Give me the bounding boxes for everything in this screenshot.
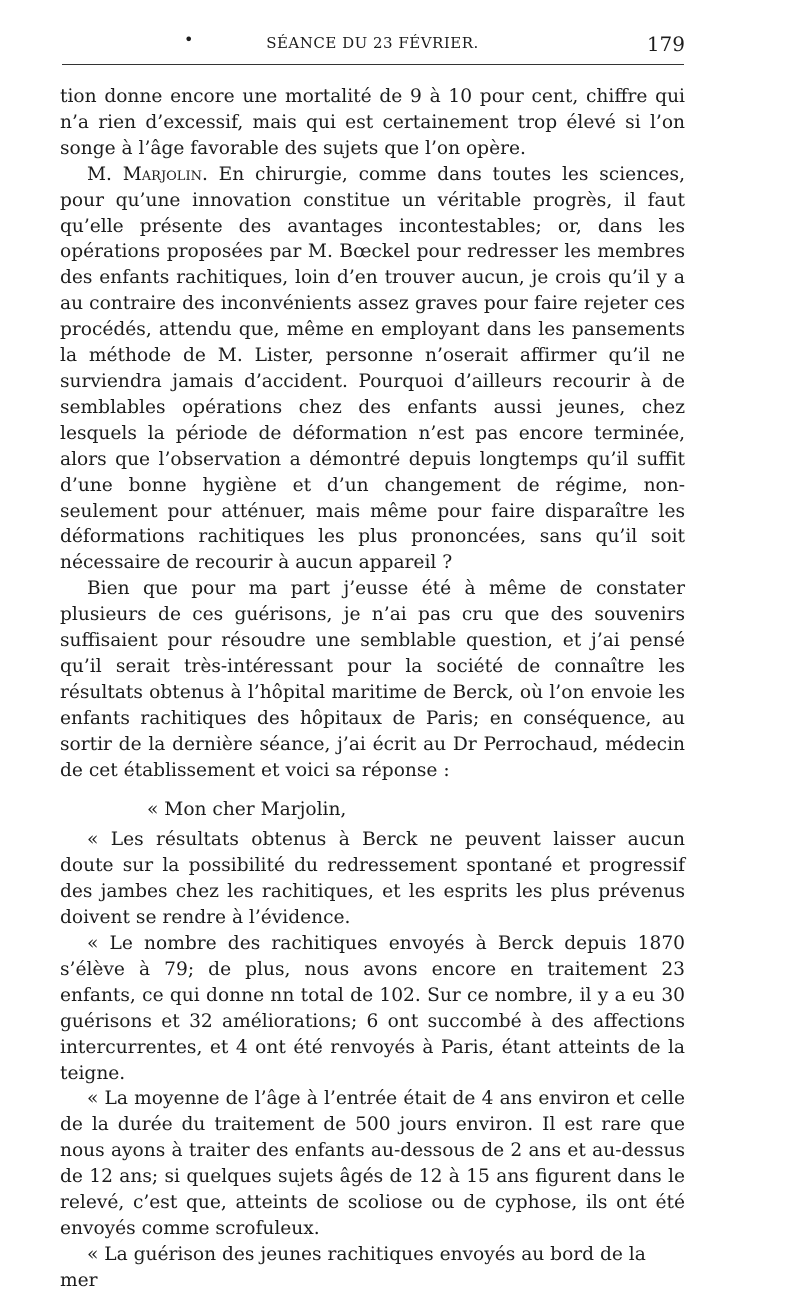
paragraph-continuation: tion donne encore une mortalité de 9 à 10 pour cent, chiffre qui n’a rien d’excessif, mais qui est certainement trop élevé si l’on songe à l’âge favorable des sujets que l’on opère. bbox=[60, 86, 685, 159]
letter-paragraph: « Les résultats obtenus à Berck ne peuvent laisser aucun doute sur la possibilité du redressement spontané et progressif des jambes chez les rachitiques, et les esprits les plus prévenus doivent se rendre à l’évidence. bbox=[60, 829, 685, 929]
letter-paragraph: « La moyenne de l’âge à l’entrée était de 4 ans environ et celle de la durée du traitement de 500 jours environ. Il est rare que nous ayons à traiter des enfants au-dessous de 2 ans et au-dessus de 12 ans; si quelques sujets âgés de 12 à 15 ans figurent dans le relevé, c’est que, atteints de scoliose ou de cyphose, ils ont été envoyés comme scrofuleux. bbox=[60, 1088, 685, 1239]
body-text bbox=[60, 84, 685, 1294]
header-title: SÉANCE DU 23 FÉVRIER. bbox=[266, 34, 479, 52]
paragraph-marjolin bbox=[60, 162, 685, 577]
paragraph-berck-inquiry: Bien que pour ma part j’eusse été à même de constater plusieurs de ces guérisons, je n’ai pas cru que des souvenirs suffisaient pour résoudre une semblable question, et j’ai pensé qu’il serait très-intéressant pour la société de connaître les résultats obtenus à l’hôpital maritime de Berck, où l’on envoie les enfants rachitiques des hôpitaux de Paris; en conséquence, au sortir de la dernière séance, j’ai écrit au Dr Perrochaud, médecin de cet établissement et voici sa réponse : bbox=[60, 578, 685, 781]
paragraph-marjolin-text: En chirurgie, comme dans toutes les sciences, pour qu’une innovation constitue un véritable progrès, il faut qu’elle présente des avantages incontestables; or, dans les opérations proposées par M. Bœckel pour redresser les membres des enfants rachitiques, loin d’en trouver aucun, je crois qu’il y a au contraire des inconvénients assez graves pour faire rejeter ces procédés, attendu que, même en employant dans les pansements la méthode de M. Lister, personne n’oserait affirmer qu’il ne surviendra jamais d’accident. Pourquoi d’ailleurs recourir à de semblables opérations chez des enfants aussi jeunes, chez lesquels la période de déformation n’est pas encore terminée, alors que l’observation a démontré depuis longtemps qu’il suffit d’une bonne hygiène et d’un changement de régime, non-seulement pour atténuer, mais même pour faire disparaître les déformations rachitiques les plus prononcées, sans qu’il soit nécessaire de recourir à aucun appareil ? bbox=[60, 163, 685, 574]
letter-paragraph: « Le nombre des rachitiques envoyés à Berck depuis 1870 s’élève à 79; de plus, nous avons encore en traitement 23 enfants, ce qui donne nn total de 102. Sur ce nombre, il y a eu 30 guérisons et 32 améliorations; 6 ont succombé à des affections intercurrentes, et 4 ont été renvoyés à Paris, étant atteints de la teigne. bbox=[60, 933, 685, 1084]
header-rule bbox=[62, 64, 684, 65]
letter-salutation: « Mon cher Marjolin, bbox=[147, 799, 347, 821]
page-number: 179 bbox=[646, 32, 685, 56]
letter-paragraph: « La guérison des jeunes rachitiques envoyés au bord de la mer bbox=[60, 1243, 646, 1291]
speaker-name: M. Marjolin. bbox=[87, 163, 208, 185]
header-bullet: • bbox=[184, 30, 194, 49]
running-header bbox=[60, 30, 685, 56]
